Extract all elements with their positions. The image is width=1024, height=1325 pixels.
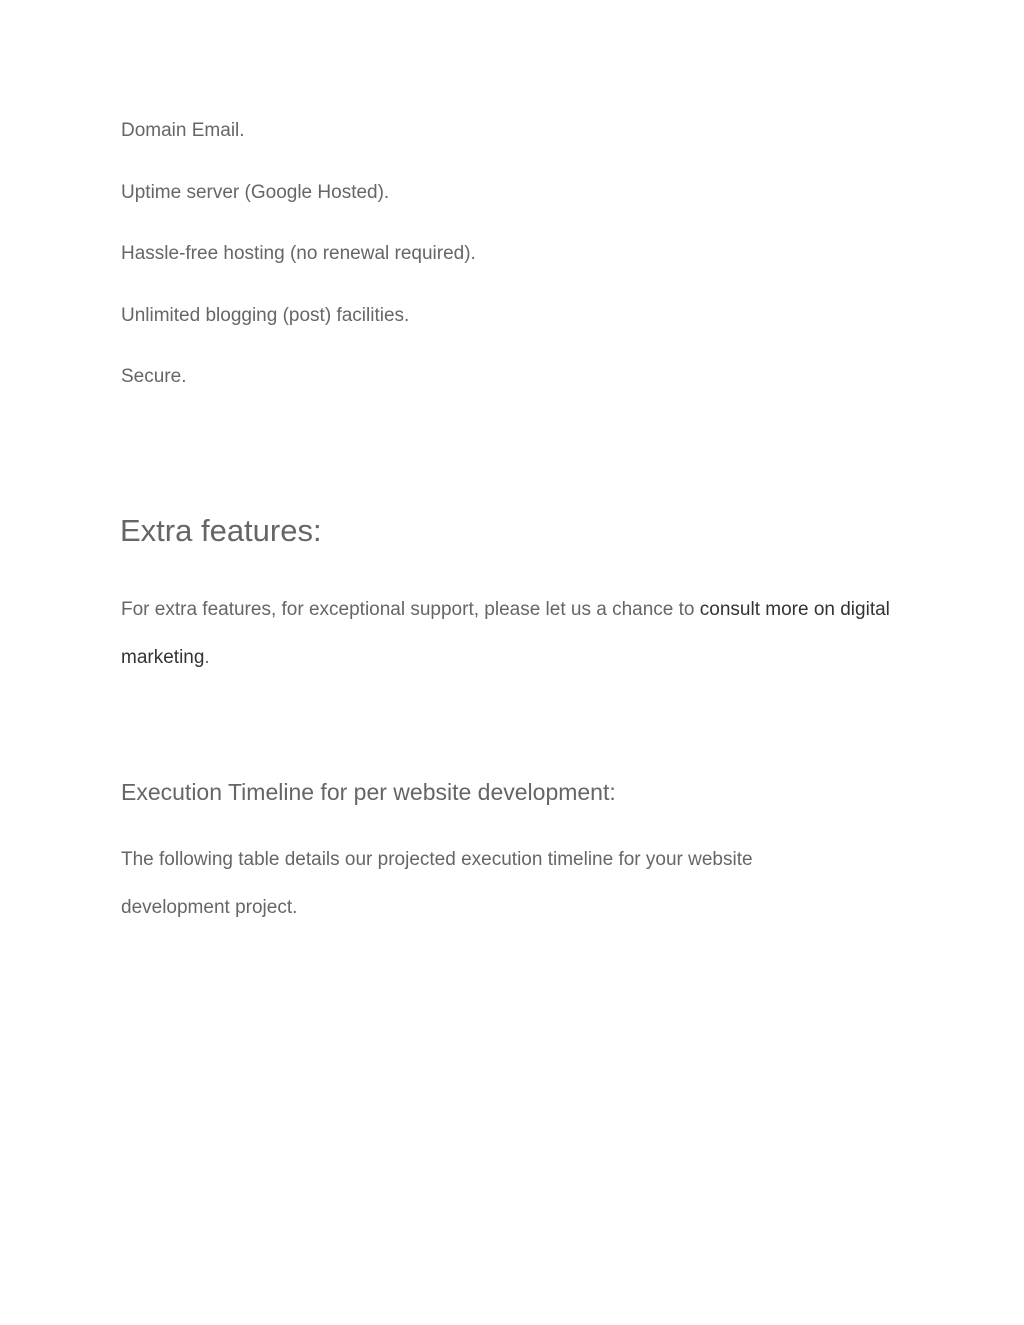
feature-item: Secure. (121, 366, 187, 387)
feature-item: Hassle-free hosting (no renewal required). (121, 243, 476, 264)
execution-timeline-heading: Execution Timeline for per website development: (121, 779, 616, 805)
extra-features-period: . (204, 647, 210, 668)
digital-marketing-link[interactable]: consult more on digital marketing (121, 599, 890, 668)
feature-list (121, 118, 901, 426)
extra-features-heading: Extra features: (120, 513, 322, 548)
extra-features-text: For extra features, for exceptional support, please let us a chance to (121, 599, 700, 620)
feature-item: Unlimited blogging (post) facilities. (121, 304, 410, 326)
feature-item: Uptime server (Google Hosted). (121, 181, 390, 203)
extra-features-paragraph (121, 586, 901, 682)
execution-timeline-paragraph: The following table details our projected execution timeline for your website development project. (121, 849, 753, 918)
feature-item: Domain Email. (121, 120, 245, 141)
